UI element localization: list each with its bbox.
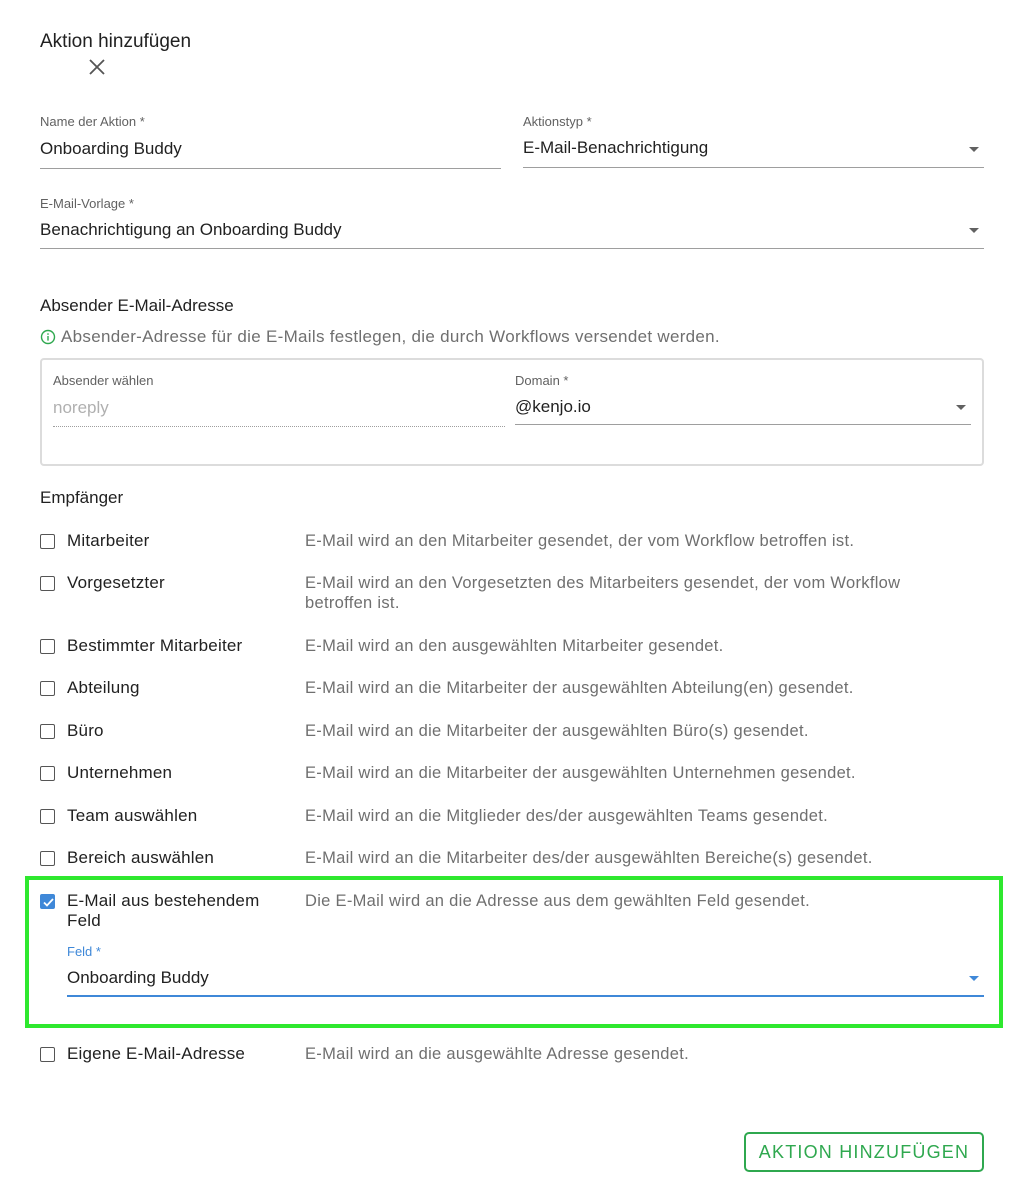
recipient-label: Eigene E-Mail-Adresse xyxy=(67,1044,246,1063)
field-select[interactable] xyxy=(67,965,984,995)
recipient-description: E-Mail wird an die Mitarbeiter der ausgewählten Unternehmen gesendet. xyxy=(305,764,856,782)
recipient-label: Team auswählen xyxy=(67,806,198,825)
sender-section-title: Absender E-Mail-Adresse xyxy=(40,296,234,315)
action-type-value: E-Mail-Benachrichtigung xyxy=(523,138,709,157)
recipient-label: Bestimmter Mitarbeiter xyxy=(67,636,243,655)
recipient-description: E-Mail wird an die Mitarbeiter des/der ausgewählten Bereiche(s) gesendet. xyxy=(305,849,873,867)
checkmark-icon xyxy=(41,895,56,910)
recipient-description: E-Mail wird an den ausgewählten Mitarbeiter gesendet. xyxy=(305,637,724,655)
sender-select-label: Absender wählen xyxy=(53,373,154,388)
dialog-title: Aktion hinzufügen xyxy=(40,31,192,52)
recipient-description: Die E-Mail wird an die Adresse aus dem gewählten Feld gesendet. xyxy=(305,892,810,910)
info-circle-icon xyxy=(40,329,56,345)
domain-select[interactable] xyxy=(515,394,971,424)
recipient-checkbox[interactable] xyxy=(40,639,55,654)
recipient-checkbox[interactable] xyxy=(40,766,55,781)
recipient-description: E-Mail wird an die Mitarbeiter der ausgewählten Büro(s) gesendet. xyxy=(305,722,809,740)
recipient-checkbox[interactable] xyxy=(40,809,55,824)
recipient-description: E-Mail wird an den Mitarbeiter gesendet, der vom Workflow betroffen ist. xyxy=(305,532,855,550)
field-select-value: Onboarding Buddy xyxy=(67,968,209,987)
email-template-label: E-Mail-Vorlage * xyxy=(40,196,134,211)
close-icon[interactable] xyxy=(86,56,108,78)
recipient-label: Mitarbeiter xyxy=(67,531,150,550)
recipient-description: E-Mail wird an die Mitarbeiter der ausgewählten Abteilung(en) gesendet. xyxy=(305,679,854,697)
caret-down-icon xyxy=(969,976,979,981)
sender-info xyxy=(40,327,720,347)
recipient-label: Bereich auswählen xyxy=(67,848,215,867)
email-template-select[interactable] xyxy=(40,217,984,249)
recipient-description: E-Mail wird an die ausgewählte Adresse gesendet. xyxy=(305,1045,690,1063)
recipient-label: E-Mail aus bestehendem Feld xyxy=(67,891,260,930)
sender-input-underline xyxy=(53,426,505,427)
recipient-checkbox[interactable] xyxy=(40,681,55,696)
recipient-checkbox[interactable] xyxy=(40,576,55,591)
recipient-checkbox[interactable] xyxy=(40,534,55,549)
domain-label: Domain * xyxy=(515,373,569,388)
field-select-label: Feld * xyxy=(67,944,101,959)
email-template-value: Benachrichtigung an Onboarding Buddy xyxy=(40,220,342,239)
action-type-underline xyxy=(523,167,984,168)
email-template-underline xyxy=(40,248,984,249)
sender-info-text: Absender-Adresse für die E-Mails festlegen, die durch Workflows versendet werden. xyxy=(61,327,720,346)
recipient-description: E-Mail wird an die Mitglieder des/der ausgewählten Teams gesendet. xyxy=(305,807,829,825)
caret-down-icon xyxy=(956,405,966,410)
action-name-input[interactable]: Onboarding Buddy xyxy=(40,139,182,158)
sender-input[interactable]: noreply xyxy=(53,398,109,417)
recipient-checkbox[interactable] xyxy=(40,894,55,909)
action-type-label: Aktionstyp * xyxy=(523,114,592,129)
recipient-checkbox[interactable] xyxy=(40,851,55,866)
recipient-label: Unternehmen xyxy=(67,763,173,782)
recipient-checkbox[interactable] xyxy=(40,724,55,739)
domain-underline xyxy=(515,424,971,425)
action-type-select[interactable] xyxy=(523,135,984,167)
action-name-underline xyxy=(40,168,501,169)
domain-value: @kenjo.io xyxy=(515,397,591,416)
recipient-checkbox[interactable] xyxy=(40,1047,55,1062)
recipient-label: Abteilung xyxy=(67,678,140,697)
field-select-underline xyxy=(67,995,984,997)
recipient-label: Büro xyxy=(67,721,104,740)
recipients-title: Empfänger xyxy=(40,488,124,507)
action-name-label: Name der Aktion * xyxy=(40,114,145,129)
caret-down-icon xyxy=(969,228,979,233)
recipient-description: E-Mail wird an den Vorgesetzten des Mitarbeiters gesendet, der vom Workflow betroffen ist. xyxy=(305,574,901,612)
add-action-button[interactable]: AKTION HINZUFÜGEN xyxy=(744,1132,984,1172)
caret-down-icon xyxy=(969,147,979,152)
recipient-label: Vorgesetzter xyxy=(67,573,165,592)
